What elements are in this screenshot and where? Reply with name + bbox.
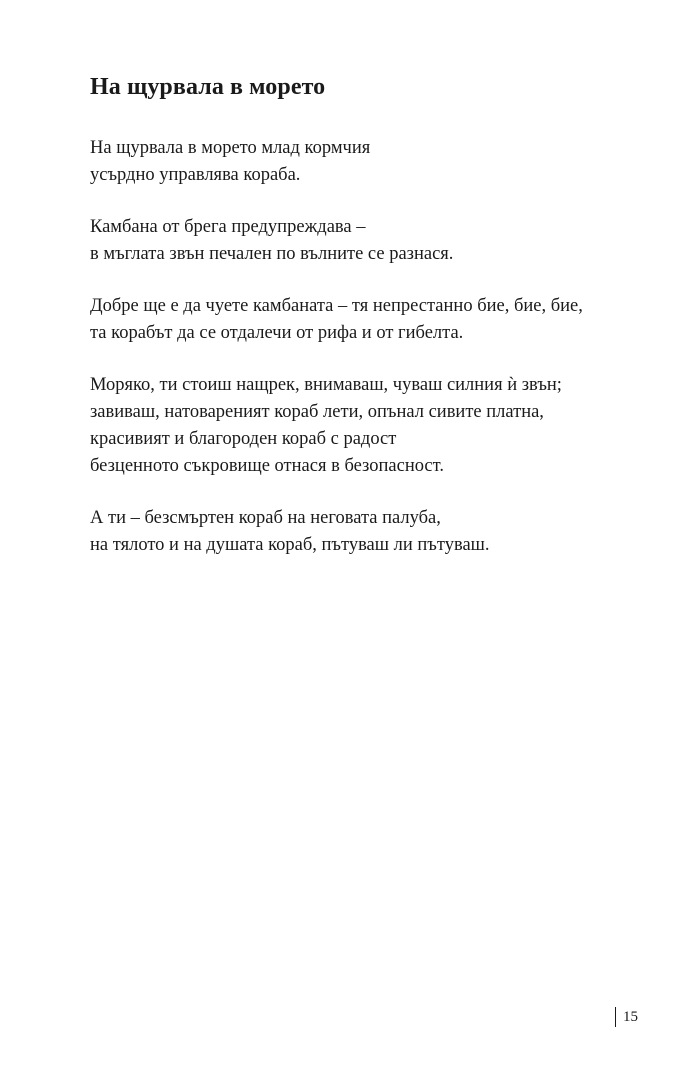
page-number — [615, 1007, 638, 1027]
poem-line: Камбана от брега предупреждава – — [90, 217, 366, 237]
poem-line: усърдно управлява кораба. — [90, 165, 301, 185]
stanza — [90, 505, 650, 559]
poem-line: на тялото и на душата кораб, пътуваш ли пътуваш. — [90, 535, 490, 555]
poem-line: красивият и благороден кораб с радост — [90, 429, 397, 449]
page-number-label: 15 — [623, 1009, 638, 1025]
stanza — [90, 135, 650, 189]
stanza — [90, 372, 650, 480]
poem-line: А ти – безсмъртен кораб на неговата палуба, — [90, 508, 441, 528]
poem-line: Моряко, ти стоиш нащрек, внимаваш, чуваш силния ѝ звън; — [90, 375, 562, 395]
stanza — [90, 214, 650, 268]
poem-line: в мъглата звън печален по вълните се разнася. — [90, 244, 454, 264]
poem-body — [90, 135, 650, 584]
page-number-divider — [615, 1007, 616, 1027]
poem-line: та корабът да се отдалечи от рифа и от гибелта. — [90, 323, 464, 343]
poem-line: Добре ще е да чуете камбаната – тя непрестанно бие, бие, бие, — [90, 296, 583, 316]
poem-line: безценното съкровище отнася в безопасност. — [90, 456, 444, 476]
stanza — [90, 293, 650, 347]
page-title: На щурвала в морето — [90, 74, 326, 100]
poem-line: На щурвала в морето млад кормчия — [90, 138, 371, 158]
poem-line: завиваш, натовареният кораб лети, опънал сивите платна, — [90, 402, 544, 422]
